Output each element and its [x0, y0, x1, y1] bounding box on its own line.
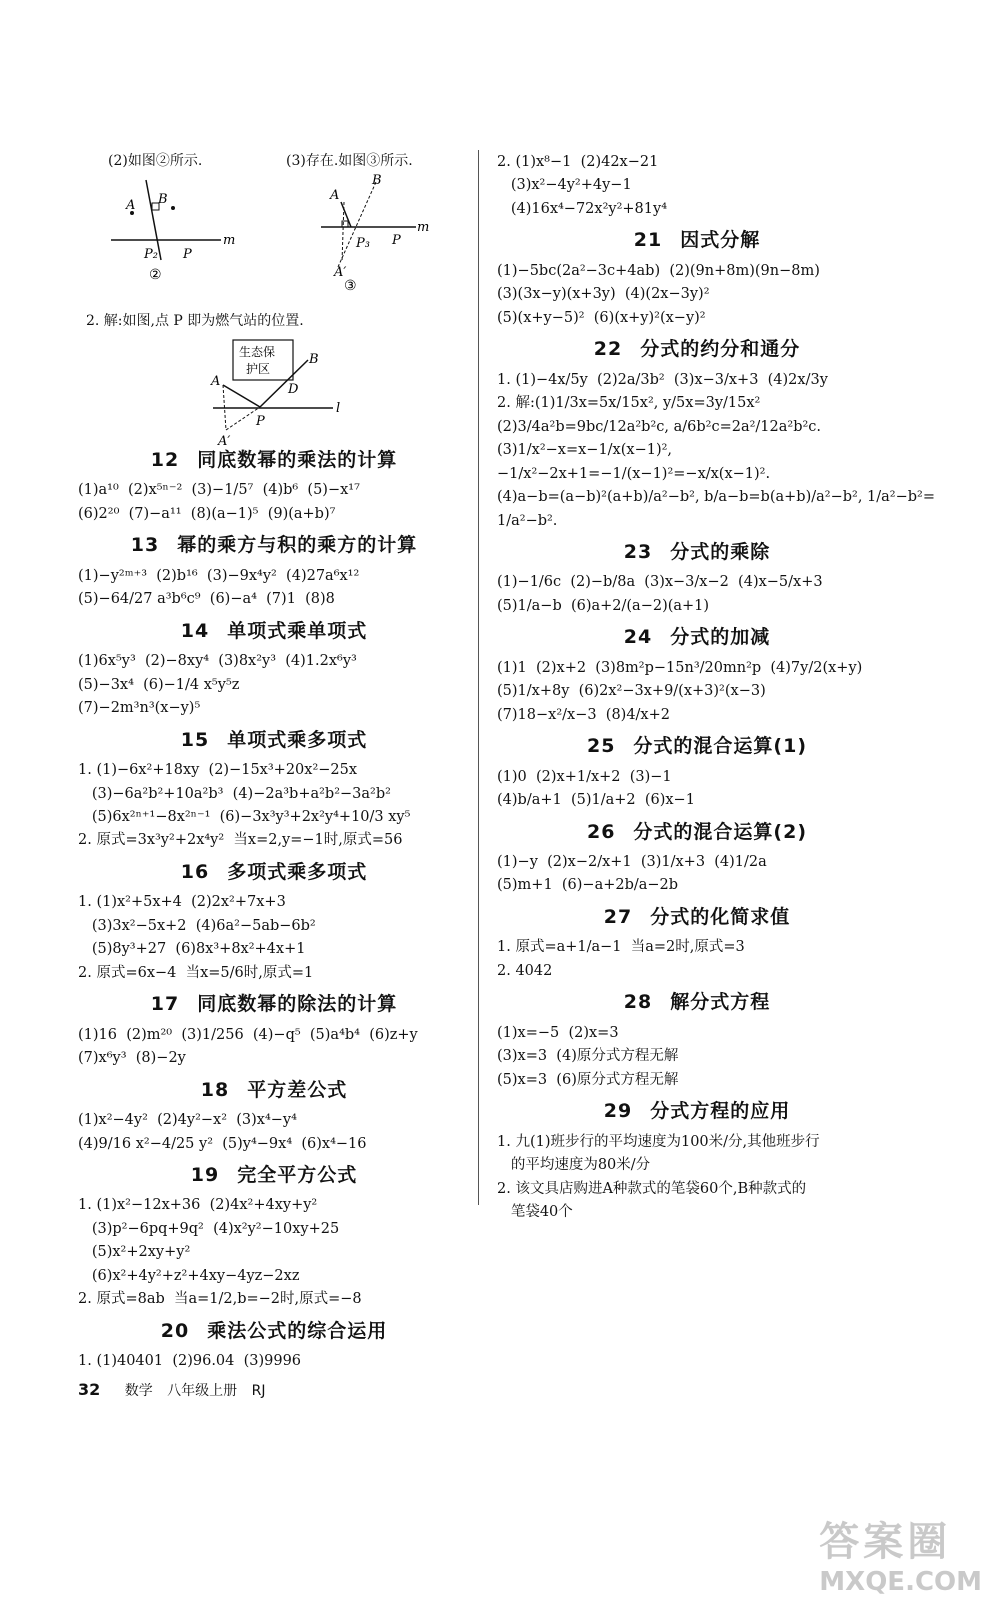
section-number: 21 — [633, 229, 663, 252]
answer-line: (1)x=−5 (2)x=3 — [497, 1024, 619, 1041]
svg-text:生态保: 生态保 — [239, 345, 276, 359]
section-title: 完全平方公式 — [237, 1163, 358, 1186]
section-title: 分式的约分和通分 — [640, 338, 801, 361]
section-heading — [497, 903, 897, 932]
svg-text:m: m — [417, 220, 430, 235]
answer-line: (4)a−b=(a−b)²(a+b)/a²−b², b/a−b=b(a+b)/a²−b², 1/a²−b²= — [497, 489, 935, 506]
answer-line: 2. 原式=6x−4 当x=5/6时,原式=1 — [78, 964, 314, 981]
section-heading — [78, 1317, 470, 1346]
section-heading — [497, 732, 897, 761]
subject: 数学 — [124, 1383, 153, 1399]
section-title: 乘法公式的综合运用 — [207, 1319, 388, 1342]
section-heading — [78, 726, 470, 755]
answer-line: (1)a¹⁰ (2)x⁵ⁿ⁻² (3)−1/5⁷ (4)b⁶ (5)−x¹⁷ — [78, 482, 360, 499]
answer-line: (5)8y³+27 (6)8x³+8x²+4x+1 — [78, 941, 306, 958]
right-sections — [497, 226, 935, 1223]
section-number: 17 — [150, 993, 180, 1016]
answer-line: 1. 原式=a+1/a−1 当a=2时,原式=3 — [497, 939, 745, 956]
svg-text:③: ③ — [344, 278, 357, 292]
answer-line: (3)3x²−5x+2 (4)6a²−5ab−6b² — [78, 917, 316, 934]
svg-text:A: A — [211, 374, 221, 389]
figure-2 — [106, 175, 256, 285]
section-title: 单项式乘多项式 — [227, 728, 368, 751]
answer-line: 1. 九(1)班步行的平均速度为100米/分,其他班步行 — [497, 1133, 820, 1150]
answer-line: 2. 解:(1)1/3x=5x/15x², y/5x=3y/15x² — [497, 395, 761, 412]
section-heading — [497, 1097, 897, 1126]
section-number: 20 — [160, 1319, 190, 1342]
section-heading — [78, 1161, 470, 1190]
svg-text:B: B — [372, 173, 382, 188]
grade: 八年级上册 — [167, 1383, 238, 1399]
answer-line: 2. 4042 — [497, 962, 553, 979]
svg-text:B: B — [309, 352, 319, 367]
answer-line: (3)−6a²b²+10a²b³ (4)−2a³b+a²b²−3a²b² — [78, 785, 391, 802]
q2-text: 2. 解:如图,点 P 即为燃气站的位置. — [86, 313, 304, 329]
right-top-answers — [497, 151, 897, 220]
answer-line: −1/x²−2x+1=−1/(x−1)²=−x/x(x−1)². — [497, 465, 771, 482]
section-number: 13 — [130, 534, 160, 557]
answer-line: (3)p²−6pq+9q² (4)x²y²−10xy+25 — [78, 1220, 340, 1237]
section-number: 27 — [603, 905, 633, 928]
answer-line: (3)x=3 (4)原分式方程无解 — [497, 1048, 679, 1065]
answer-line: (5)(x+y−5)² (6)(x+y)²(x−y)² — [497, 309, 706, 326]
column-divider — [478, 150, 479, 1205]
section-title: 幂的乘方与积的乘方的计算 — [177, 534, 418, 557]
section-heading — [497, 623, 897, 652]
section-title: 同底数幂的除法的计算 — [197, 993, 398, 1016]
section-title: 平方差公式 — [247, 1078, 348, 1101]
answer-line: 1. (1)−6x²+18xy (2)−15x³+20x²−25x — [78, 762, 358, 779]
svg-text:P₂: P₂ — [144, 247, 158, 262]
section-heading — [497, 538, 897, 567]
answer-line: 1. (1)x²+5x+4 (2)2x²+7x+3 — [78, 894, 286, 911]
caption-fig2: (2)如图②所示. — [108, 153, 203, 169]
figure-3 — [316, 172, 466, 292]
section-heading — [497, 335, 897, 364]
svg-text:P: P — [183, 247, 192, 262]
section-title: 分式方程的应用 — [650, 1100, 791, 1123]
section-heading — [78, 990, 470, 1019]
section-number: 18 — [200, 1078, 230, 1101]
answer-line: (3)(3x−y)(x+3y) (4)(2x−3y)² — [497, 286, 710, 303]
svg-text:P: P — [256, 414, 265, 429]
left-top-figures — [78, 150, 470, 450]
answer-line: 笔袋40个 — [497, 1204, 573, 1220]
section-heading — [78, 1076, 470, 1105]
section-heading — [497, 226, 897, 255]
figure-4 — [208, 335, 358, 450]
section-number: 19 — [190, 1163, 220, 1186]
section-number: 25 — [586, 735, 616, 758]
answer-line: (5)−3x⁴ (6)−1/4 x⁵y⁵z — [78, 676, 240, 693]
section-heading — [497, 818, 897, 847]
answer-line: (1)x²−4y² (2)4y²−x² (3)x⁴−y⁴ — [78, 1112, 297, 1129]
section-heading — [497, 988, 897, 1017]
section-number: 24 — [623, 626, 653, 649]
answer-line: 1/a²−b². — [497, 512, 558, 529]
section-title: 同底数幂的乘法的计算 — [197, 449, 398, 471]
svg-text:②: ② — [149, 267, 162, 283]
answer-line: (6)x²+4y²+z²+4xy−4yz−2xz — [78, 1267, 300, 1284]
answer-line: (3)1/x²−x=x−1/x(x−1)², — [497, 442, 673, 459]
answer-line: (5)1/a−b (6)a+2/(a−2)(a+1) — [497, 597, 710, 614]
section-title: 因式分解 — [680, 229, 761, 252]
svg-text:A′: A′ — [334, 265, 347, 280]
svg-text:A′: A′ — [218, 434, 231, 449]
answer-line: (1)0 (2)x+1/x+2 (3)−1 — [497, 768, 672, 785]
answer-line: 2. 原式=8ab 当a=1/2,b=−2时,原式=−8 — [78, 1291, 362, 1308]
section-number: 28 — [623, 991, 653, 1014]
section-title: 分式的加减 — [670, 626, 771, 649]
section-number: 15 — [180, 728, 210, 751]
section-number: 16 — [180, 860, 210, 883]
svg-text:A: A — [126, 198, 136, 213]
edition: RJ — [251, 1383, 266, 1399]
answer-line: (6)2²⁰ (7)−a¹¹ (8)(a−1)⁵ (9)(a+b)⁷ — [78, 505, 336, 522]
answer-line: (1)16 (2)m²⁰ (3)1/256 (4)−q⁵ (5)a⁴b⁴ (6)z+y — [78, 1026, 418, 1043]
answer-line: (1)6x⁵y³ (2)−8xy⁴ (3)8x²y³ (4)1.2x⁶y³ — [78, 653, 357, 670]
answer-line: (2)3/4a²b=9bc/12a²b²c, a/6b²c=2a²/12a²b²c. — [497, 418, 822, 435]
section-title: 分式的化简求值 — [650, 905, 791, 928]
svg-text:l: l — [336, 401, 341, 416]
right-column — [497, 150, 935, 1224]
answer-line: (7)18−x²/x−3 (8)4/x+2 — [497, 706, 670, 723]
svg-text:D: D — [288, 382, 299, 397]
answer-line: (1)−5bc(2a²−3c+4ab) (2)(9n+8m)(9n−8m) — [497, 262, 820, 279]
answer-line: (5)x²+2xy+y² — [78, 1244, 191, 1261]
section-title: 分式的混合运算(2) — [633, 820, 808, 843]
answer-line: 1. (1)40401 (2)96.04 (3)9996 — [78, 1353, 302, 1370]
section-number: 22 — [593, 338, 623, 361]
section-number: 26 — [586, 820, 616, 843]
answer-line: 2. (1)x⁸−1 (2)42x−21 — [497, 154, 659, 170]
section-heading — [78, 531, 470, 560]
section-number: 14 — [180, 619, 210, 642]
svg-text:B: B — [158, 192, 168, 207]
answer-line: (5)m+1 (6)−a+2b/a−2b — [497, 877, 679, 894]
answer-line: (5)x=3 (6)原分式方程无解 — [497, 1071, 679, 1088]
watermark-title: 答案圈 — [819, 1519, 952, 1565]
answer-line: (4)b/a+1 (5)1/a+2 (6)x−1 — [497, 792, 695, 809]
answer-line: (5)−64/27 a³b⁶c⁹ (6)−a⁴ (7)1 (8)8 — [78, 591, 335, 608]
answer-line: 2. 原式=3x³y²+2x⁴y² 当x=2,y=−1时,原式=56 — [78, 832, 403, 849]
answer-line: 1. (1)−4x/5y (2)2a/3b² (3)x−3/x+3 (4)2x/3y — [497, 371, 828, 388]
section-heading — [78, 617, 470, 646]
section-number: 12 — [150, 449, 180, 471]
watermark-logo — [819, 1510, 982, 1597]
answer-line: 1. (1)x²−12x+36 (2)4x²+4xy+y² — [78, 1197, 318, 1214]
section-number: 29 — [603, 1100, 633, 1123]
svg-text:m: m — [223, 233, 236, 248]
answer-line: (1)−y²ᵐ⁺³ (2)b¹⁶ (3)−9x⁴y² (4)27a⁶x¹² — [78, 567, 360, 584]
section-title: 分式的乘除 — [670, 540, 771, 563]
section-heading — [78, 446, 470, 475]
answer-line: 2. 该文具店购进A种款式的笔袋60个,B种款式的 — [497, 1180, 807, 1197]
answer-line: 的平均速度为80米/分 — [497, 1157, 651, 1174]
svg-text:P₃: P₃ — [356, 236, 370, 251]
section-title: 单项式乘单项式 — [227, 619, 368, 642]
answer-line: (1)−1/6c (2)−b/8a (3)x−3/x−2 (4)x−5/x+3 — [497, 574, 823, 591]
section-heading — [78, 858, 470, 887]
answer-line: (7)x⁶y³ (8)−2y — [78, 1050, 186, 1067]
watermark-url: MXQE.COM — [819, 1567, 982, 1597]
page-number: 32 — [78, 1380, 101, 1399]
left-column — [78, 440, 470, 1374]
svg-text:A: A — [330, 188, 340, 203]
section-number: 23 — [623, 540, 653, 563]
section-title: 解分式方程 — [670, 991, 771, 1014]
answer-line: (4)16x⁴−72x²y²+81y⁴ — [497, 200, 668, 217]
answer-line: (3)x²−4y²+4y−1 — [497, 177, 632, 194]
answer-line: (4)9/16 x²−4/25 y² (5)y⁴−9x⁴ (6)x⁴−16 — [78, 1135, 367, 1152]
section-title: 分式的混合运算(1) — [633, 735, 808, 758]
answer-line: (5)1/x+8y (6)2x²−3x+9/(x+3)²(x−3) — [497, 683, 766, 700]
section-title: 多项式乘多项式 — [227, 860, 368, 883]
answer-line: (5)6x²ⁿ⁺¹−8x²ⁿ⁻¹ (6)−3x³y³+2x²y⁴+10/3 xy⁵ — [78, 808, 411, 825]
caption-fig3: (3)存在.如图③所示. — [286, 153, 413, 169]
answer-line: (7)−2m³n³(x−y)⁵ — [78, 700, 201, 717]
svg-text:P: P — [392, 233, 401, 248]
answer-line: (1)1 (2)x+2 (3)8m²p−15n³/20mn²p (4)7y/2(x+y) — [497, 659, 863, 676]
svg-text:护区: 护区 — [246, 362, 271, 376]
answer-line: (1)−y (2)x−2/x+1 (3)1/x+3 (4)1/2a — [497, 854, 767, 870]
page-footer — [78, 1380, 275, 1400]
